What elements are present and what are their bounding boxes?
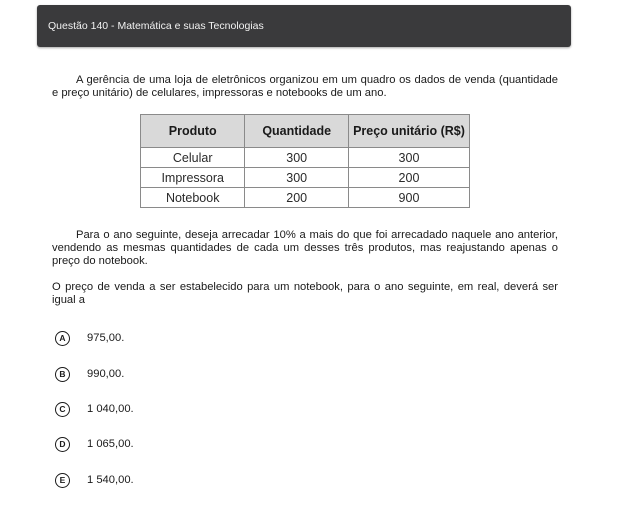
option-letter-badge: C [55, 402, 70, 417]
table-cell-unit-price: 200 [348, 168, 469, 188]
table-cell-quantity: 300 [245, 148, 349, 168]
option-text: 990,00. [87, 368, 125, 380]
table-header-product: Produto [141, 115, 245, 148]
option-text: 1 065,00. [87, 438, 134, 450]
question-intro: A gerência de uma loja de eletrônicos organizou em um quadro os dados de venda (quantidade e preço unitário) de celulares, impressoras e notebooks de um ano. [52, 74, 558, 99]
option-letter-badge: E [55, 473, 70, 488]
question-prompt: O preço de venda a ser estabelecido para um notebook, para o ano seguinte, em real, deverá ser igual a [52, 281, 558, 306]
question-header [37, 5, 571, 47]
table-cell-product: Celular [141, 148, 245, 168]
option-letter-badge: A [55, 331, 70, 346]
table-row [141, 148, 470, 168]
table-header-quantity: Quantidade [245, 115, 349, 148]
question-title: Questão 140 - Matemática e suas Tecnologias [48, 20, 264, 32]
option-text: 1 040,00. [87, 403, 134, 415]
sales-table [140, 114, 470, 208]
table-header-unit-price: Preço unitário (R$) [348, 115, 469, 148]
table-row [141, 168, 470, 188]
table-cell-unit-price: 900 [348, 188, 469, 208]
option-letter-badge: B [55, 367, 70, 382]
table-cell-unit-price: 300 [348, 148, 469, 168]
table-row [141, 188, 470, 208]
question-context: Para o ano seguinte, deseja arrecadar 10% a mais do que foi arrecadado naquele ano anterior, vendendo as mesmas quantidades de cada um desses três produtos, mas reajustando apenas o preço do notebook. [52, 229, 558, 267]
table-header-row [141, 115, 470, 148]
table-cell-quantity: 300 [245, 168, 349, 188]
table-cell-quantity: 200 [245, 188, 349, 208]
option-text: 1 540,00. [87, 474, 134, 486]
table-cell-product: Notebook [141, 188, 245, 208]
table-cell-product: Impressora [141, 168, 245, 188]
option-letter-badge: D [55, 437, 70, 452]
option-text: 975,00. [87, 332, 125, 344]
